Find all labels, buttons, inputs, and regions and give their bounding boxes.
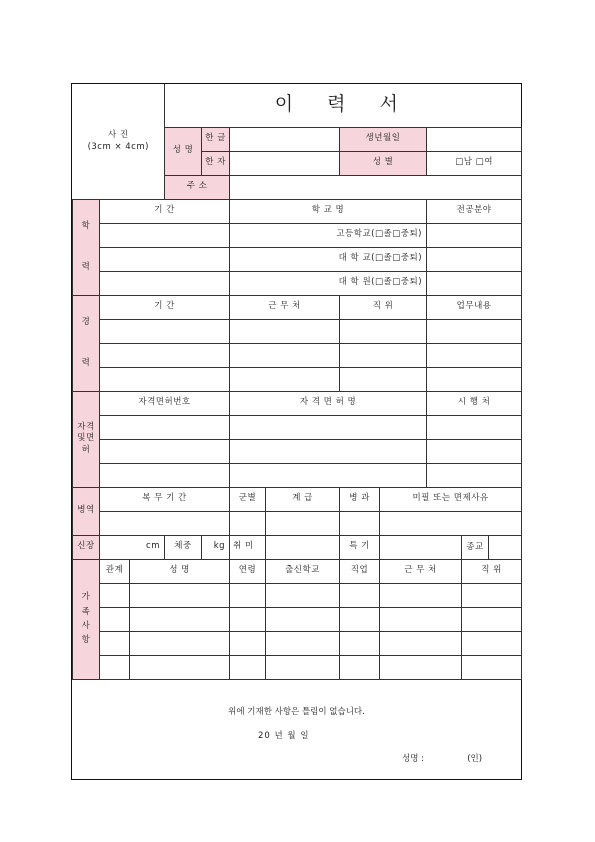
military-branch-field[interactable] bbox=[230, 511, 266, 535]
name-label: 성 명 bbox=[165, 127, 202, 175]
career-position-field[interactable] bbox=[340, 367, 427, 391]
license-number-field[interactable] bbox=[100, 415, 230, 439]
license-issuer-field[interactable] bbox=[427, 415, 522, 439]
license-name-field[interactable] bbox=[230, 463, 427, 487]
license-name-field[interactable] bbox=[230, 415, 427, 439]
career-header-duties: 업무내용 bbox=[427, 295, 522, 319]
hangul-name-field[interactable] bbox=[230, 127, 340, 151]
gender-options[interactable]: □남 □여 bbox=[427, 151, 522, 175]
career-position-field[interactable] bbox=[340, 343, 427, 367]
military-rank-field[interactable] bbox=[266, 511, 340, 535]
career-duties-field[interactable] bbox=[427, 367, 522, 391]
career-duties-field[interactable] bbox=[427, 343, 522, 367]
career-header-period: 기 간 bbox=[100, 295, 230, 319]
family-school-field[interactable] bbox=[266, 607, 340, 631]
skill-label: 특 기 bbox=[340, 535, 380, 559]
education-header-period: 기 간 bbox=[100, 199, 230, 223]
photo-box[interactable] bbox=[73, 84, 165, 199]
license-header-issuer: 시 행 처 bbox=[427, 391, 522, 415]
license-section-label: 자격 및면 허 bbox=[73, 391, 100, 487]
photo-size: (3cm × 4cm) bbox=[87, 142, 149, 153]
military-specialty-field[interactable] bbox=[340, 511, 380, 535]
family-header-school: 출신학교 bbox=[266, 559, 340, 583]
family-school-field[interactable] bbox=[266, 583, 340, 607]
family-company-field[interactable] bbox=[380, 655, 462, 679]
religion-cell[interactable] bbox=[462, 535, 522, 559]
career-period-field[interactable] bbox=[100, 367, 230, 391]
military-exemption-field[interactable] bbox=[380, 511, 522, 535]
family-occupation-field[interactable] bbox=[340, 631, 380, 655]
license-name-field[interactable] bbox=[230, 439, 427, 463]
family-relation-field[interactable] bbox=[100, 583, 130, 607]
license-header-number: 자격면허번호 bbox=[100, 391, 230, 415]
career-company-field[interactable] bbox=[230, 367, 340, 391]
license-number-field[interactable] bbox=[100, 439, 230, 463]
military-header-branch: 군별 bbox=[230, 487, 266, 511]
family-header-position: 직 위 bbox=[462, 559, 522, 583]
family-relation-field[interactable] bbox=[100, 607, 130, 631]
education-major-field[interactable] bbox=[427, 247, 522, 271]
career-period-field[interactable] bbox=[100, 343, 230, 367]
career-section-label: 경 력 bbox=[73, 295, 100, 391]
hangul-label: 한 글 bbox=[202, 127, 230, 151]
hobby-field[interactable] bbox=[266, 535, 340, 559]
education-section-label: 학 력 bbox=[73, 199, 100, 295]
address-field[interactable] bbox=[230, 175, 522, 199]
declaration-date[interactable]: 20 년 월 일 bbox=[258, 731, 310, 741]
family-company-field[interactable] bbox=[380, 631, 462, 655]
military-header-rank: 계 급 bbox=[266, 487, 340, 511]
career-company-field[interactable] bbox=[230, 343, 340, 367]
family-header-company: 근 무 처 bbox=[380, 559, 462, 583]
birth-field[interactable] bbox=[427, 127, 522, 151]
weight-field[interactable]: kg bbox=[202, 535, 230, 559]
education-school-row[interactable]: 대 학 교(□졸□중퇴) bbox=[230, 247, 427, 271]
family-header-age: 연령 bbox=[230, 559, 266, 583]
education-major-field[interactable] bbox=[427, 271, 522, 295]
education-period-field[interactable] bbox=[100, 247, 230, 271]
family-school-field[interactable] bbox=[266, 631, 340, 655]
military-header-exemption: 미필 또는 면제사유 bbox=[380, 487, 522, 511]
family-section-label: 가 족 사 항 bbox=[73, 559, 100, 679]
family-position-field[interactable] bbox=[462, 583, 522, 607]
license-issuer-field[interactable] bbox=[427, 439, 522, 463]
hanja-name-field[interactable] bbox=[230, 151, 340, 175]
military-header-period: 복 무 기 간 bbox=[100, 487, 230, 511]
family-name-field[interactable] bbox=[130, 607, 230, 631]
family-occupation-field[interactable] bbox=[340, 655, 380, 679]
education-major-field[interactable] bbox=[427, 223, 522, 247]
education-header-school: 학 교 명 bbox=[230, 199, 427, 223]
family-name-field[interactable] bbox=[130, 631, 230, 655]
signature-line[interactable]: 성명 : (인) bbox=[402, 754, 483, 764]
declaration-statement: 위에 기재한 사항은 틀림이 없습니다. bbox=[228, 707, 365, 717]
career-header-position: 직 위 bbox=[340, 295, 427, 319]
family-position-field[interactable] bbox=[462, 631, 522, 655]
family-position-field[interactable] bbox=[462, 655, 522, 679]
gender-label: 성 별 bbox=[340, 151, 427, 175]
weight-label: 체중 bbox=[165, 535, 202, 559]
page-title: 이 력 서 bbox=[165, 84, 522, 127]
family-name-field[interactable] bbox=[130, 583, 230, 607]
career-period-field[interactable] bbox=[100, 319, 230, 343]
family-header-name: 성 명 bbox=[130, 559, 230, 583]
family-relation-field[interactable] bbox=[100, 631, 130, 655]
family-age-field[interactable] bbox=[230, 655, 266, 679]
family-company-field[interactable] bbox=[380, 583, 462, 607]
education-school-row[interactable]: 대 학 원(□졸□중퇴) bbox=[230, 271, 427, 295]
family-company-field[interactable] bbox=[380, 607, 462, 631]
family-position-field[interactable] bbox=[462, 607, 522, 631]
education-header-major: 전공분야 bbox=[427, 199, 522, 223]
family-header-relation: 관계 bbox=[100, 559, 130, 583]
resume-table bbox=[72, 84, 522, 680]
education-school-row[interactable]: 고등학교(□졸□중퇴) bbox=[230, 223, 427, 247]
family-header-occupation: 직업 bbox=[340, 559, 380, 583]
license-number-field[interactable] bbox=[100, 463, 230, 487]
family-age-field[interactable] bbox=[230, 607, 266, 631]
education-period-field[interactable] bbox=[100, 223, 230, 247]
education-period-field[interactable] bbox=[100, 271, 230, 295]
family-age-field[interactable] bbox=[230, 583, 266, 607]
career-position-field[interactable] bbox=[340, 319, 427, 343]
declaration-section bbox=[72, 685, 521, 780]
religion-label: 종교 bbox=[462, 536, 489, 559]
family-occupation-field[interactable] bbox=[340, 583, 380, 607]
license-header-name: 자 격 면 허 명 bbox=[230, 391, 427, 415]
photo-label: 사 진 bbox=[107, 129, 129, 140]
resume-form bbox=[71, 83, 522, 780]
family-occupation-field[interactable] bbox=[340, 607, 380, 631]
career-duties-field[interactable] bbox=[427, 319, 522, 343]
family-age-field[interactable] bbox=[230, 631, 266, 655]
military-section-label: 병역 bbox=[73, 487, 100, 535]
license-issuer-field[interactable] bbox=[427, 463, 522, 487]
hobby-label: 취 미 bbox=[230, 535, 266, 559]
family-relation-field[interactable] bbox=[100, 655, 130, 679]
height-label: 신장 bbox=[73, 535, 100, 559]
birth-label: 생년월일 bbox=[340, 127, 427, 151]
military-period-field[interactable] bbox=[100, 511, 230, 535]
hanja-label: 한 자 bbox=[202, 151, 230, 175]
career-company-field[interactable] bbox=[230, 319, 340, 343]
military-header-specialty: 병 과 bbox=[340, 487, 380, 511]
family-school-field[interactable] bbox=[266, 655, 340, 679]
address-label: 주 소 bbox=[165, 175, 230, 199]
career-header-company: 근 무 처 bbox=[230, 295, 340, 319]
family-name-field[interactable] bbox=[130, 655, 230, 679]
height-field[interactable]: cm bbox=[100, 535, 165, 559]
skill-field[interactable] bbox=[380, 535, 462, 559]
